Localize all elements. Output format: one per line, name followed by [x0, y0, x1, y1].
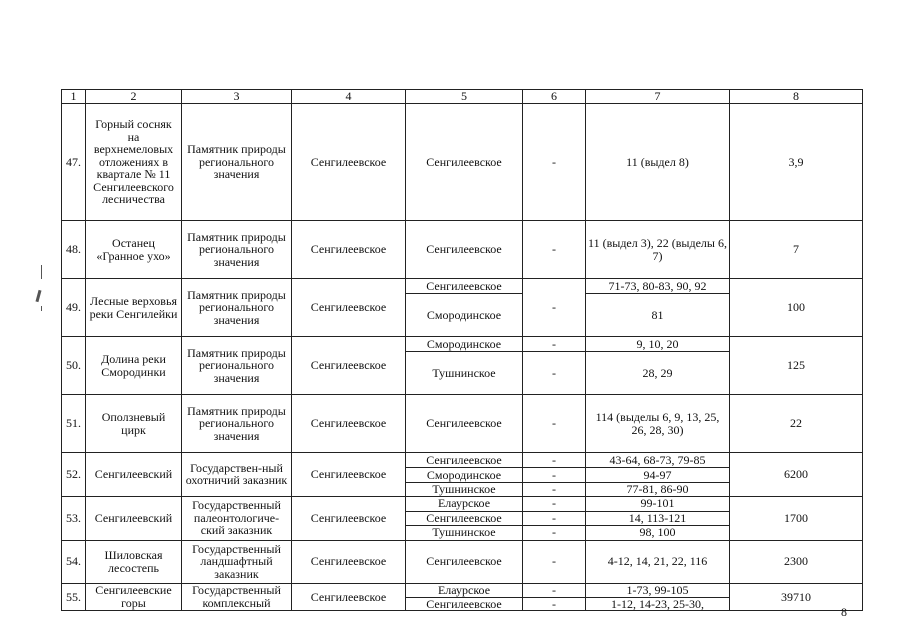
forestry-cell: Сенгилеевское [406, 279, 523, 294]
row-number-cell: 48. [62, 221, 86, 279]
scan-mark [41, 306, 42, 311]
name-cell: Горный сосняк на верхнемеловых отложениях в квартале № 11 Сенгилеевского лесничества [86, 104, 182, 221]
dash-cell: - [523, 279, 586, 337]
forestry-cell: Сенгилеевское [406, 511, 523, 525]
header-cell: 7 [586, 90, 730, 104]
header-cell: 3 [182, 90, 292, 104]
area-cell: 1700 [730, 496, 863, 540]
forestry-cell: Тушнинское [406, 525, 523, 540]
forestry-cell: Елаурское [406, 496, 523, 511]
forestry-cell: Сенгилеевское [406, 597, 523, 611]
district-cell: Сенгилеевское [292, 395, 406, 453]
table-body [62, 90, 863, 611]
dash-cell: - [523, 104, 586, 221]
district-cell: Сенгилеевское [292, 453, 406, 497]
category-cell: Памятник природы регионального значения [182, 221, 292, 279]
header-cell: 1 [62, 90, 86, 104]
dash-cell: - [523, 453, 586, 468]
row-number-cell: 49. [62, 279, 86, 337]
page-number: 8 [841, 605, 847, 619]
district-cell: Сенгилеевское [292, 279, 406, 337]
row-number-cell: 53. [62, 496, 86, 540]
forestry-cell: Сенгилеевское [406, 221, 523, 279]
name-cell: Сенгилеевские горы [86, 583, 182, 611]
quarters-cell: 9, 10, 20 [586, 337, 730, 352]
area-cell: 22 [730, 395, 863, 453]
category-cell: Государственный ландшафтный заказник [182, 540, 292, 583]
row-number-cell: 51. [62, 395, 86, 453]
category-cell: Государствен-ный охотничий заказник [182, 453, 292, 497]
row-number-cell: 54. [62, 540, 86, 583]
table-row [62, 453, 863, 468]
category-cell: Памятник природы регионального значения [182, 104, 292, 221]
header-cell: 6 [523, 90, 586, 104]
row-number-cell: 52. [62, 453, 86, 497]
row-number-cell: 50. [62, 337, 86, 395]
header-cell: 2 [86, 90, 182, 104]
table-row [62, 496, 863, 511]
row-number-cell: 47. [62, 104, 86, 221]
table-row [62, 337, 863, 352]
area-cell: 125 [730, 337, 863, 395]
quarters-cell: 114 (выделы 6, 9, 13, 25, 26, 28, 30) [586, 395, 730, 453]
quarters-cell: 4-12, 14, 21, 22, 116 [586, 540, 730, 583]
dash-cell: - [523, 468, 586, 483]
table-row [62, 279, 863, 294]
dash-cell: - [523, 525, 586, 540]
table-row [62, 395, 863, 453]
name-cell: Лесные верховья реки Сенгилейки [86, 279, 182, 337]
name-cell: Оползневый цирк [86, 395, 182, 453]
dash-cell: - [523, 597, 586, 611]
area-cell: 39710 [730, 583, 863, 611]
quarters-cell: 98, 100 [586, 525, 730, 540]
header-cell: 5 [406, 90, 523, 104]
header-cell: 8 [730, 90, 863, 104]
name-cell: Долина реки Смородинки [86, 337, 182, 395]
forestry-cell: Сенгилеевское [406, 395, 523, 453]
scan-mark [41, 265, 42, 279]
area-cell: 7 [730, 221, 863, 279]
header-cell: 4 [292, 90, 406, 104]
dash-cell: - [523, 540, 586, 583]
quarters-cell: 28, 29 [586, 352, 730, 395]
name-cell: Останец «Гранное ухо» [86, 221, 182, 279]
area-cell: 6200 [730, 453, 863, 497]
area-cell: 100 [730, 279, 863, 337]
forestry-cell: Смородинское [406, 294, 523, 337]
quarters-cell: 11 (выдел 8) [586, 104, 730, 221]
quarters-cell: 43-64, 68-73, 79-85 [586, 453, 730, 468]
forestry-cell: Сенгилеевское [406, 540, 523, 583]
district-cell: Сенгилеевское [292, 496, 406, 540]
table-row [62, 104, 863, 221]
name-cell: Шиловская лесостепь [86, 540, 182, 583]
category-cell: Памятник природы регионального значения [182, 279, 292, 337]
category-cell: Государственный палеонтологиче-ский заказник [182, 496, 292, 540]
quarters-cell: 14, 113-121 [586, 511, 730, 525]
district-cell: Сенгилеевское [292, 337, 406, 395]
quarters-cell: 81 [586, 294, 730, 337]
scan-mark [35, 290, 41, 302]
forestry-cell: Тушнинское [406, 483, 523, 497]
dash-cell: - [523, 496, 586, 511]
dash-cell: - [523, 395, 586, 453]
protected-areas-table [61, 89, 863, 611]
dash-cell: - [523, 511, 586, 525]
quarters-cell: 1-12, 14-23, 25-30, [586, 597, 730, 611]
header-row [62, 90, 863, 104]
forestry-cell: Сенгилеевское [406, 104, 523, 221]
row-number-cell: 55. [62, 583, 86, 611]
category-cell: Памятник природы регионального значения [182, 395, 292, 453]
quarters-cell: 94-97 [586, 468, 730, 483]
table-row [62, 540, 863, 583]
table-row [62, 221, 863, 279]
category-cell: Памятник природы регионального значения [182, 337, 292, 395]
name-cell: Сенгилеевский [86, 496, 182, 540]
quarters-cell: 77-81, 86-90 [586, 483, 730, 497]
forestry-cell: Сенгилеевское [406, 453, 523, 468]
quarters-cell: 99-101 [586, 496, 730, 511]
name-cell: Сенгилеевский [86, 453, 182, 497]
district-cell: Сенгилеевское [292, 540, 406, 583]
dash-cell: - [523, 352, 586, 395]
table-row [62, 583, 863, 597]
dash-cell: - [523, 337, 586, 352]
district-cell: Сенгилеевское [292, 104, 406, 221]
quarters-cell: 1-73, 99-105 [586, 583, 730, 597]
area-cell: 2300 [730, 540, 863, 583]
dash-cell: - [523, 483, 586, 497]
forestry-cell: Смородинское [406, 468, 523, 483]
forestry-cell: Смородинское [406, 337, 523, 352]
quarters-cell: 71-73, 80-83, 90, 92 [586, 279, 730, 294]
dash-cell: - [523, 583, 586, 597]
district-cell: Сенгилеевское [292, 221, 406, 279]
forestry-cell: Тушнинское [406, 352, 523, 395]
forestry-cell: Елаурское [406, 583, 523, 597]
category-cell: Государственный комплексный [182, 583, 292, 611]
quarters-cell: 11 (выдел 3), 22 (выделы 6, 7) [586, 221, 730, 279]
dash-cell: - [523, 221, 586, 279]
district-cell: Сенгилеевское [292, 583, 406, 611]
area-cell: 3,9 [730, 104, 863, 221]
